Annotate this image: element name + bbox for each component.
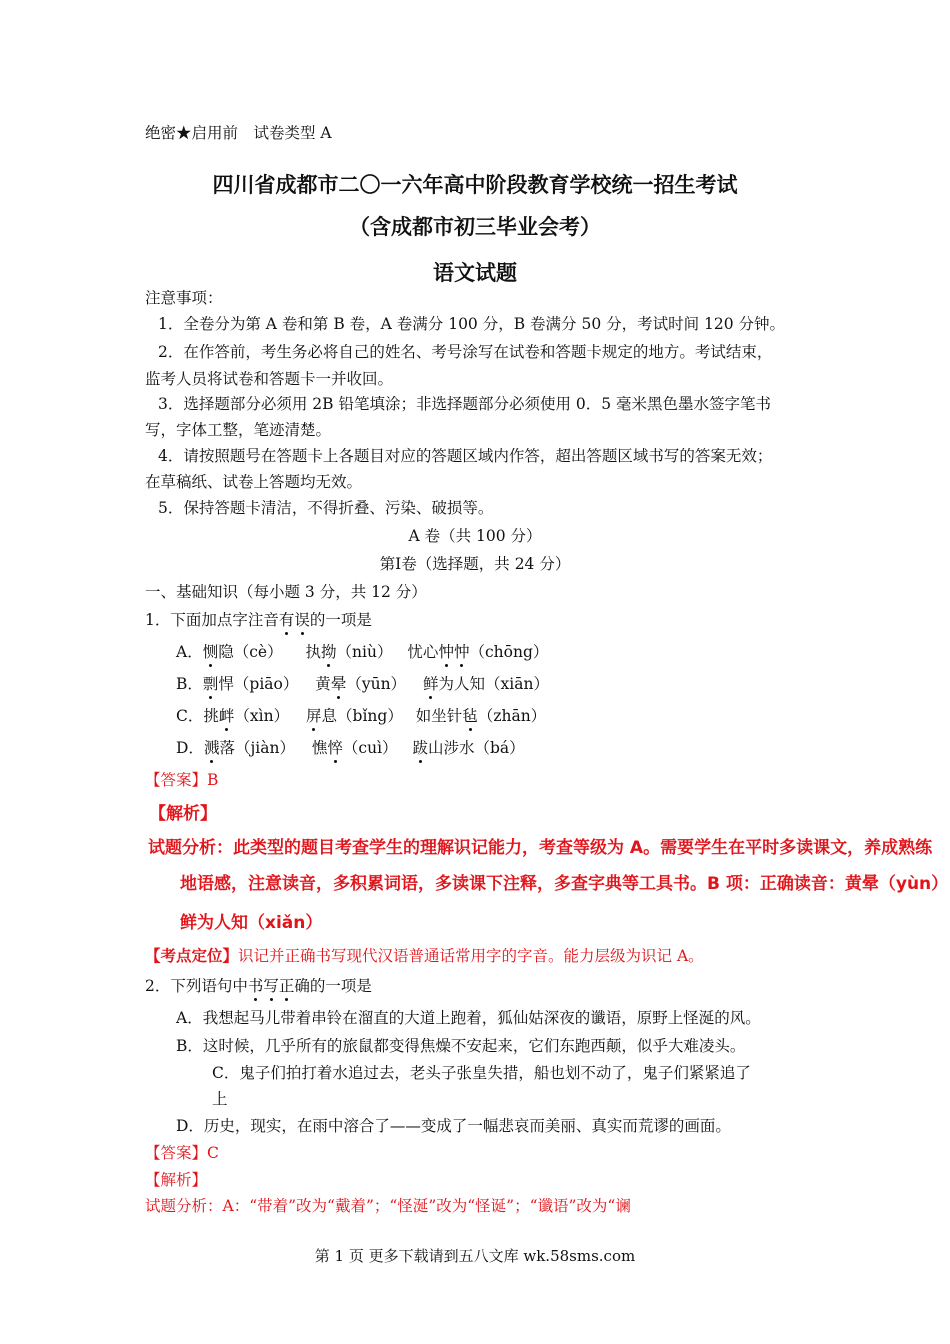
question-1-option-b: B．剽悍（piāo） 黄晕（yūn） 鲜为人知（xiān） <box>176 675 549 693</box>
part-heading: 第Ⅰ卷（选择题，共 24 分） <box>379 555 571 573</box>
question-2-option-a: A．我想起马儿带着串铃在溜直的大道上跑着，狐仙姑深夜的谶语，原野上怪涎的风。 <box>176 1009 761 1027</box>
notice-heading: 注意事项： <box>145 289 223 307</box>
question-1-answer: 【答案】B <box>145 771 219 789</box>
notice-item-3: 3．选择题部分必须用 2B 铅笔填涂；非选择题部分必须使用 0．5 毫米黑色墨水签字笔书 <box>158 395 772 413</box>
question-1-kaodian: 【考点定位】识记并正确书写现代汉语普通话常用字的字音。能力层级为识记 A。 <box>145 946 704 965</box>
question-1-stem: 1．下面加点字注音有误的一项是 <box>145 611 372 629</box>
question-1-option-d: D．溅落（jiàn） 憔悴（cuì） 跋山涉水（bá） <box>176 739 525 757</box>
notice-item-3-cont: 写，字体工整，笔迹清楚。 <box>145 421 332 439</box>
notice-item-5: 5．保持答题卡清洁，不得折叠、污染、破损等。 <box>158 499 494 517</box>
exam-title: 四川省成都市二〇一六年高中阶段教育学校统一招生考试 <box>212 172 738 197</box>
classification-label: 绝密★启用前 试卷类型 A <box>145 124 332 142</box>
question-1-option-a: A．恻隐（cè） 执拗（niù） 忧心忡忡（chōng） <box>176 643 549 661</box>
question-2-answer: 【答案】C <box>145 1144 219 1162</box>
page-footer: 第 1 页 更多下载请到五八文库 wk.58sms.com <box>314 1247 636 1265</box>
notice-item-4: 4．请按照题号在答题卡上各题目对应的答题区域内作答，超出答题区域书写的答案无效； <box>158 447 773 465</box>
basic-knowledge-heading: 一、基础知识（每小题 3 分，共 12 分） <box>145 583 427 601</box>
question-2-option-d: D．历史，现实，在雨中溶合了——变成了一幅悲哀而美丽、真实而荒谬的画面。 <box>176 1117 731 1135</box>
notice-item-2-cont: 监考人员将试卷和答题卡一并收回。 <box>145 370 394 388</box>
notice-item-1: 1．全卷分为第 A 卷和第 B 卷，A 卷满分 100 分，B 卷满分 50 分，考试时间 120 分钟。 <box>158 315 786 333</box>
question-1-analysis-line-1: 试题分析：此类型的题目考查学生的理解识记能力，考查等级为 A。需要学生在平时多读课文，养成熟练 <box>148 838 933 858</box>
volume-heading: A 卷（共 100 分） <box>408 527 542 545</box>
notice-item-2: 2．在作答前，考生务必将自己的姓名、考号涂写在试卷和答题卡规定的地方。考试结束， <box>158 343 773 361</box>
question-1-option-c: C．挑衅（xìn） 屏息（bǐng） 如坐针毡（zhān） <box>176 707 547 725</box>
question-1-analysis-label: 【解析】 <box>149 804 217 824</box>
question-2-option-c-cont: 上 <box>212 1090 228 1108</box>
subject-title: 语文试题 <box>433 260 517 285</box>
question-2-analysis-line: 试题分析：A：“带着”改为“戴着”；“怪涎”改为“怪诞”；“谶语”改为“谰 <box>145 1197 631 1215</box>
notice-item-4-cont: 在草稿纸、试卷上答题均无效。 <box>145 473 363 491</box>
question-2-stem: 2．下列语句中书写正确的一项是 <box>145 977 372 995</box>
question-1-analysis-line-3: 鲜为人知（xiǎn） <box>180 913 323 933</box>
question-1-analysis-line-2: 地语感，注意读音，多积累词语，多读课下注释，多查字典等工具书。B 项：正确读音：黄晕（yùn） <box>180 874 949 894</box>
question-2-analysis-label: 【解析】 <box>145 1171 208 1189</box>
exam-subtitle: （含成都市初三毕业会考） <box>349 214 601 239</box>
question-2-option-c: C．鬼子们拍打着水追过去，老头子张皇失措，船也划不动了，鬼子们紧紧追了 <box>212 1064 751 1082</box>
question-2-option-b: B．这时候，几乎所有的旅鼠都变得焦燥不安起来，它们东跑西颠，似乎大难凌头。 <box>176 1037 746 1055</box>
